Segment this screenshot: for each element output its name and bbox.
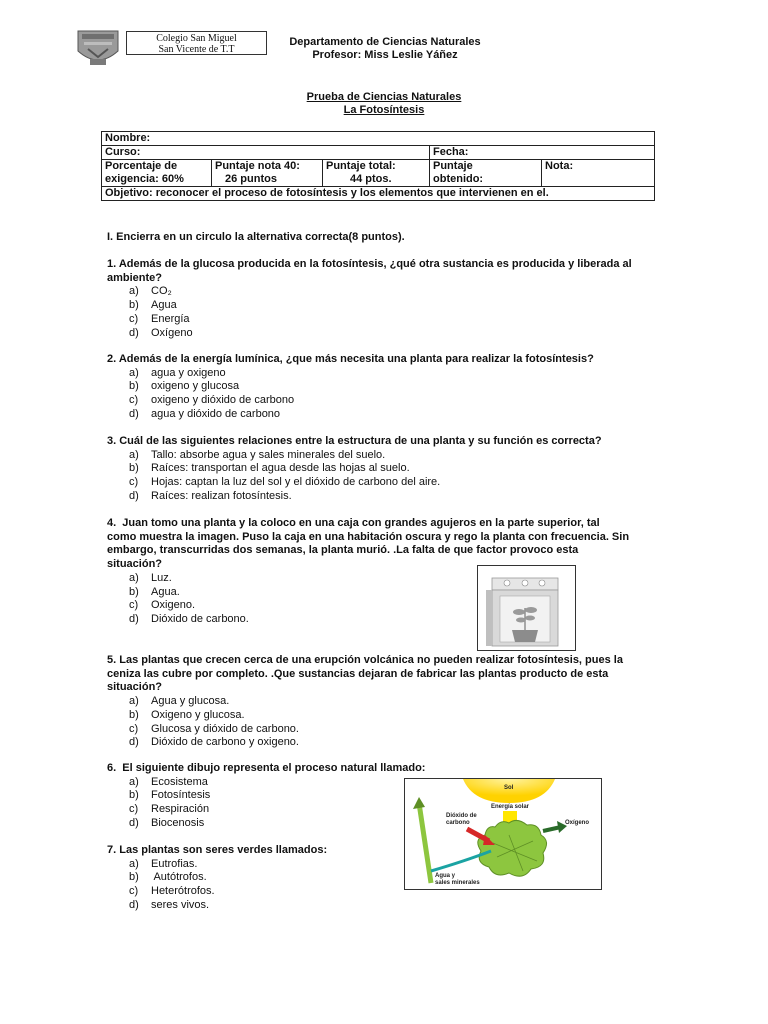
department-header (270, 36, 500, 62)
option-letter: c) (129, 803, 139, 816)
school-name-box (126, 31, 267, 55)
option-letter: c) (129, 394, 139, 407)
option-letter: c) (129, 599, 139, 612)
option-letter: b) (129, 585, 139, 598)
question-6-option-a[interactable] (129, 775, 208, 789)
question-2-option-d[interactable] (129, 407, 280, 421)
question-5-option-d[interactable] (129, 735, 299, 749)
option-letter: d) (129, 816, 139, 829)
option-text: Dióxido de carbono y oxigeno. (151, 736, 299, 749)
option-text: Oxígeno (151, 326, 193, 339)
option-text: Oxigeno. (151, 599, 196, 612)
question-5-option-b[interactable] (129, 708, 245, 722)
school-line-2: San Vicente de T.T (158, 44, 235, 55)
question-4-text: situación? (107, 558, 163, 571)
question-1-text: 1. Además de la glucosa producida en la fotosíntesis, ¿qué otra sustancia es producida y liberada al (107, 258, 632, 270)
option-letter: d) (129, 489, 139, 502)
plant-box-figure (477, 565, 576, 651)
question-7-option-a[interactable] (129, 857, 197, 871)
option-text: Raíces: realizan fotosíntesis. (151, 489, 292, 502)
teacher-name: Profesor: Miss Leslie Yáñez (312, 49, 458, 61)
question-6-option-b[interactable] (129, 788, 210, 802)
option-letter: d) (129, 326, 139, 339)
question-1-option-b[interactable] (129, 298, 177, 312)
option-text: Tallo: absorbe agua y sales minerales del suelo. (151, 448, 386, 461)
co2-label-1: Dióxido de (446, 813, 477, 819)
option-text: Oxigeno y glucosa. (151, 708, 245, 721)
option-letter: d) (129, 407, 139, 420)
option-text: agua y dióxido de carbono (151, 407, 281, 420)
question-5-text: 5. Las plantas que crecen cerca de una erupción volcánica no pueden realizar fotosíntesis, pues la (107, 654, 623, 666)
option-text: seres vivos. (151, 898, 210, 911)
question-2-text: 2. Además de la energía lumínica, ¿que más necesita una planta para realizar la fotosíntesis? (107, 353, 594, 365)
option-text: Energía (151, 312, 190, 325)
question-3-option-d[interactable] (129, 489, 292, 503)
department-name: Departamento de Ciencias Naturales (289, 36, 481, 48)
question-7-option-c[interactable] (129, 884, 215, 898)
test-title (250, 91, 518, 117)
option-text: agua y oxigeno (151, 366, 226, 379)
sun-label: Sol (504, 785, 514, 791)
option-text: Luz. (151, 571, 172, 584)
question-5-text: ceniza las cubre por completo. .Que sustancias dejaran de fabricar las plantas producto de esta (107, 667, 609, 680)
option-text: CO₂ (151, 285, 172, 298)
student-info-table (101, 131, 655, 201)
name-field[interactable]: Nombre: (102, 132, 655, 146)
objective-cell: Objetivo: reconocer el proceso de fotosíntesis y los elementos que intervienen en el. (102, 187, 655, 201)
option-letter: b) (129, 462, 139, 475)
test-title-line: Prueba de Ciencias Naturales (306, 91, 462, 103)
option-text: Raíces: transportan el agua desde las hojas al suelo. (151, 462, 410, 475)
option-letter: d) (129, 612, 139, 625)
option-text: oxigeno y glucosa (151, 380, 240, 393)
instructions: I. Encierra en un circulo la alternativa correcta(8 puntos). (107, 231, 405, 243)
school-line-1: Colegio San Miguel (156, 33, 237, 44)
energy-label: Energía solar (491, 804, 530, 810)
question-5-text: situación? (107, 681, 163, 694)
option-letter: b) (129, 789, 139, 802)
question-3-option-c[interactable] (129, 475, 440, 489)
question-4-text: como muestra la imagen. Puso la caja en una habitación oscura y rego la planta con frecuencia. Sin (107, 530, 630, 543)
option-text: Agua y glucosa. (151, 695, 230, 708)
question-4-text: embargo, transcurridas dos semanas, la planta murió. .La falta de que factor provoco esta (107, 544, 579, 557)
question-6-option-c[interactable] (129, 802, 209, 816)
question-4-option-c[interactable] (129, 598, 195, 612)
water-label-1: Agua y (435, 873, 456, 879)
option-letter: b) (129, 380, 139, 393)
option-text: Ecosistema (151, 775, 208, 788)
obtained-score-cell[interactable]: Puntaje obtenido: (430, 160, 542, 187)
option-letter: b) (129, 708, 139, 721)
option-letter: c) (129, 312, 139, 325)
option-letter: c) (129, 476, 139, 489)
option-letter: a) (129, 775, 139, 788)
option-text: oxigeno y dióxido de carbono (151, 394, 295, 407)
option-letter: b) (129, 299, 139, 312)
question-7-text: 7. Las plantas son seres verdes llamados: (107, 844, 328, 856)
question-2-option-c[interactable] (129, 393, 294, 407)
date-field[interactable]: Fecha: (430, 146, 655, 160)
option-text: Glucosa y dióxido de carbono. (151, 722, 299, 735)
question-4-option-b[interactable] (129, 585, 180, 599)
total-score-cell: Puntaje total: 44 ptos. (323, 160, 430, 187)
option-text: Respiración (151, 803, 210, 816)
question-3-option-a[interactable] (129, 448, 385, 462)
option-text: Eutrofias. (151, 857, 198, 870)
question-3-text: 3. Cuál de las siguientes relaciones entre la estructura de una planta y su función es correcta? (107, 435, 602, 447)
option-text: Biocenosis (151, 816, 205, 829)
option-letter: a) (129, 695, 139, 708)
question-1-option-d[interactable] (129, 326, 193, 340)
option-letter: a) (129, 857, 139, 870)
oxygen-label: Oxígeno (565, 820, 590, 826)
grade40-cell: Puntaje nota 40: 26 puntos (212, 160, 323, 187)
option-letter: a) (129, 448, 139, 461)
grade-cell[interactable]: Nota: (542, 160, 655, 187)
question-7-option-b[interactable] (129, 870, 207, 884)
option-letter: c) (129, 885, 139, 898)
percentage-cell: Porcentaje de exigencia: 60% (102, 160, 212, 187)
option-letter: d) (129, 898, 139, 911)
water-label-2: sales minerales (435, 880, 480, 886)
question-1-option-c[interactable] (129, 312, 190, 326)
course-field[interactable]: Curso: (102, 146, 430, 160)
question-4-text: 4. Juan tomo una planta y la coloco en una caja con grandes agujeros en la parte superior, tal (107, 517, 600, 529)
test-subtitle-line: La Fotosíntesis (343, 104, 425, 116)
question-5-option-c[interactable] (129, 722, 299, 736)
school-logo (74, 29, 122, 67)
question-7-option-d[interactable] (129, 898, 209, 912)
question-4-option-a[interactable] (129, 571, 172, 585)
option-letter: d) (129, 736, 139, 749)
question-6-text: 6. El siguiente dibujo representa el proceso natural llamado: (107, 762, 426, 774)
option-text: Hojas: captan la luz del sol y el dióxido de carbono del aire. (151, 476, 441, 489)
question-3-option-b[interactable] (129, 461, 410, 475)
option-letter: c) (129, 722, 139, 735)
question-2-option-a[interactable] (129, 366, 226, 380)
photosynthesis-figure (404, 778, 602, 890)
option-text: Autótrofos. (151, 871, 207, 884)
question-1-option-a[interactable] (129, 284, 172, 298)
option-letter: b) (129, 871, 139, 884)
option-letter: a) (129, 366, 139, 379)
option-text: Heterótrofos. (151, 885, 215, 898)
co2-label-2: carbono (446, 820, 470, 826)
question-5-option-a[interactable] (129, 694, 229, 708)
option-text: Dióxido de carbono. (151, 612, 249, 625)
question-4-option-d[interactable] (129, 612, 249, 626)
option-text: Fotosíntesis (151, 789, 211, 802)
option-letter: a) (129, 285, 139, 298)
option-text: Agua (151, 299, 177, 312)
option-letter: a) (129, 571, 139, 584)
option-text: Agua. (151, 585, 180, 598)
question-2-option-b[interactable] (129, 379, 239, 393)
question-1-text: ambiente? (107, 271, 163, 284)
question-6-option-d[interactable] (129, 816, 204, 830)
